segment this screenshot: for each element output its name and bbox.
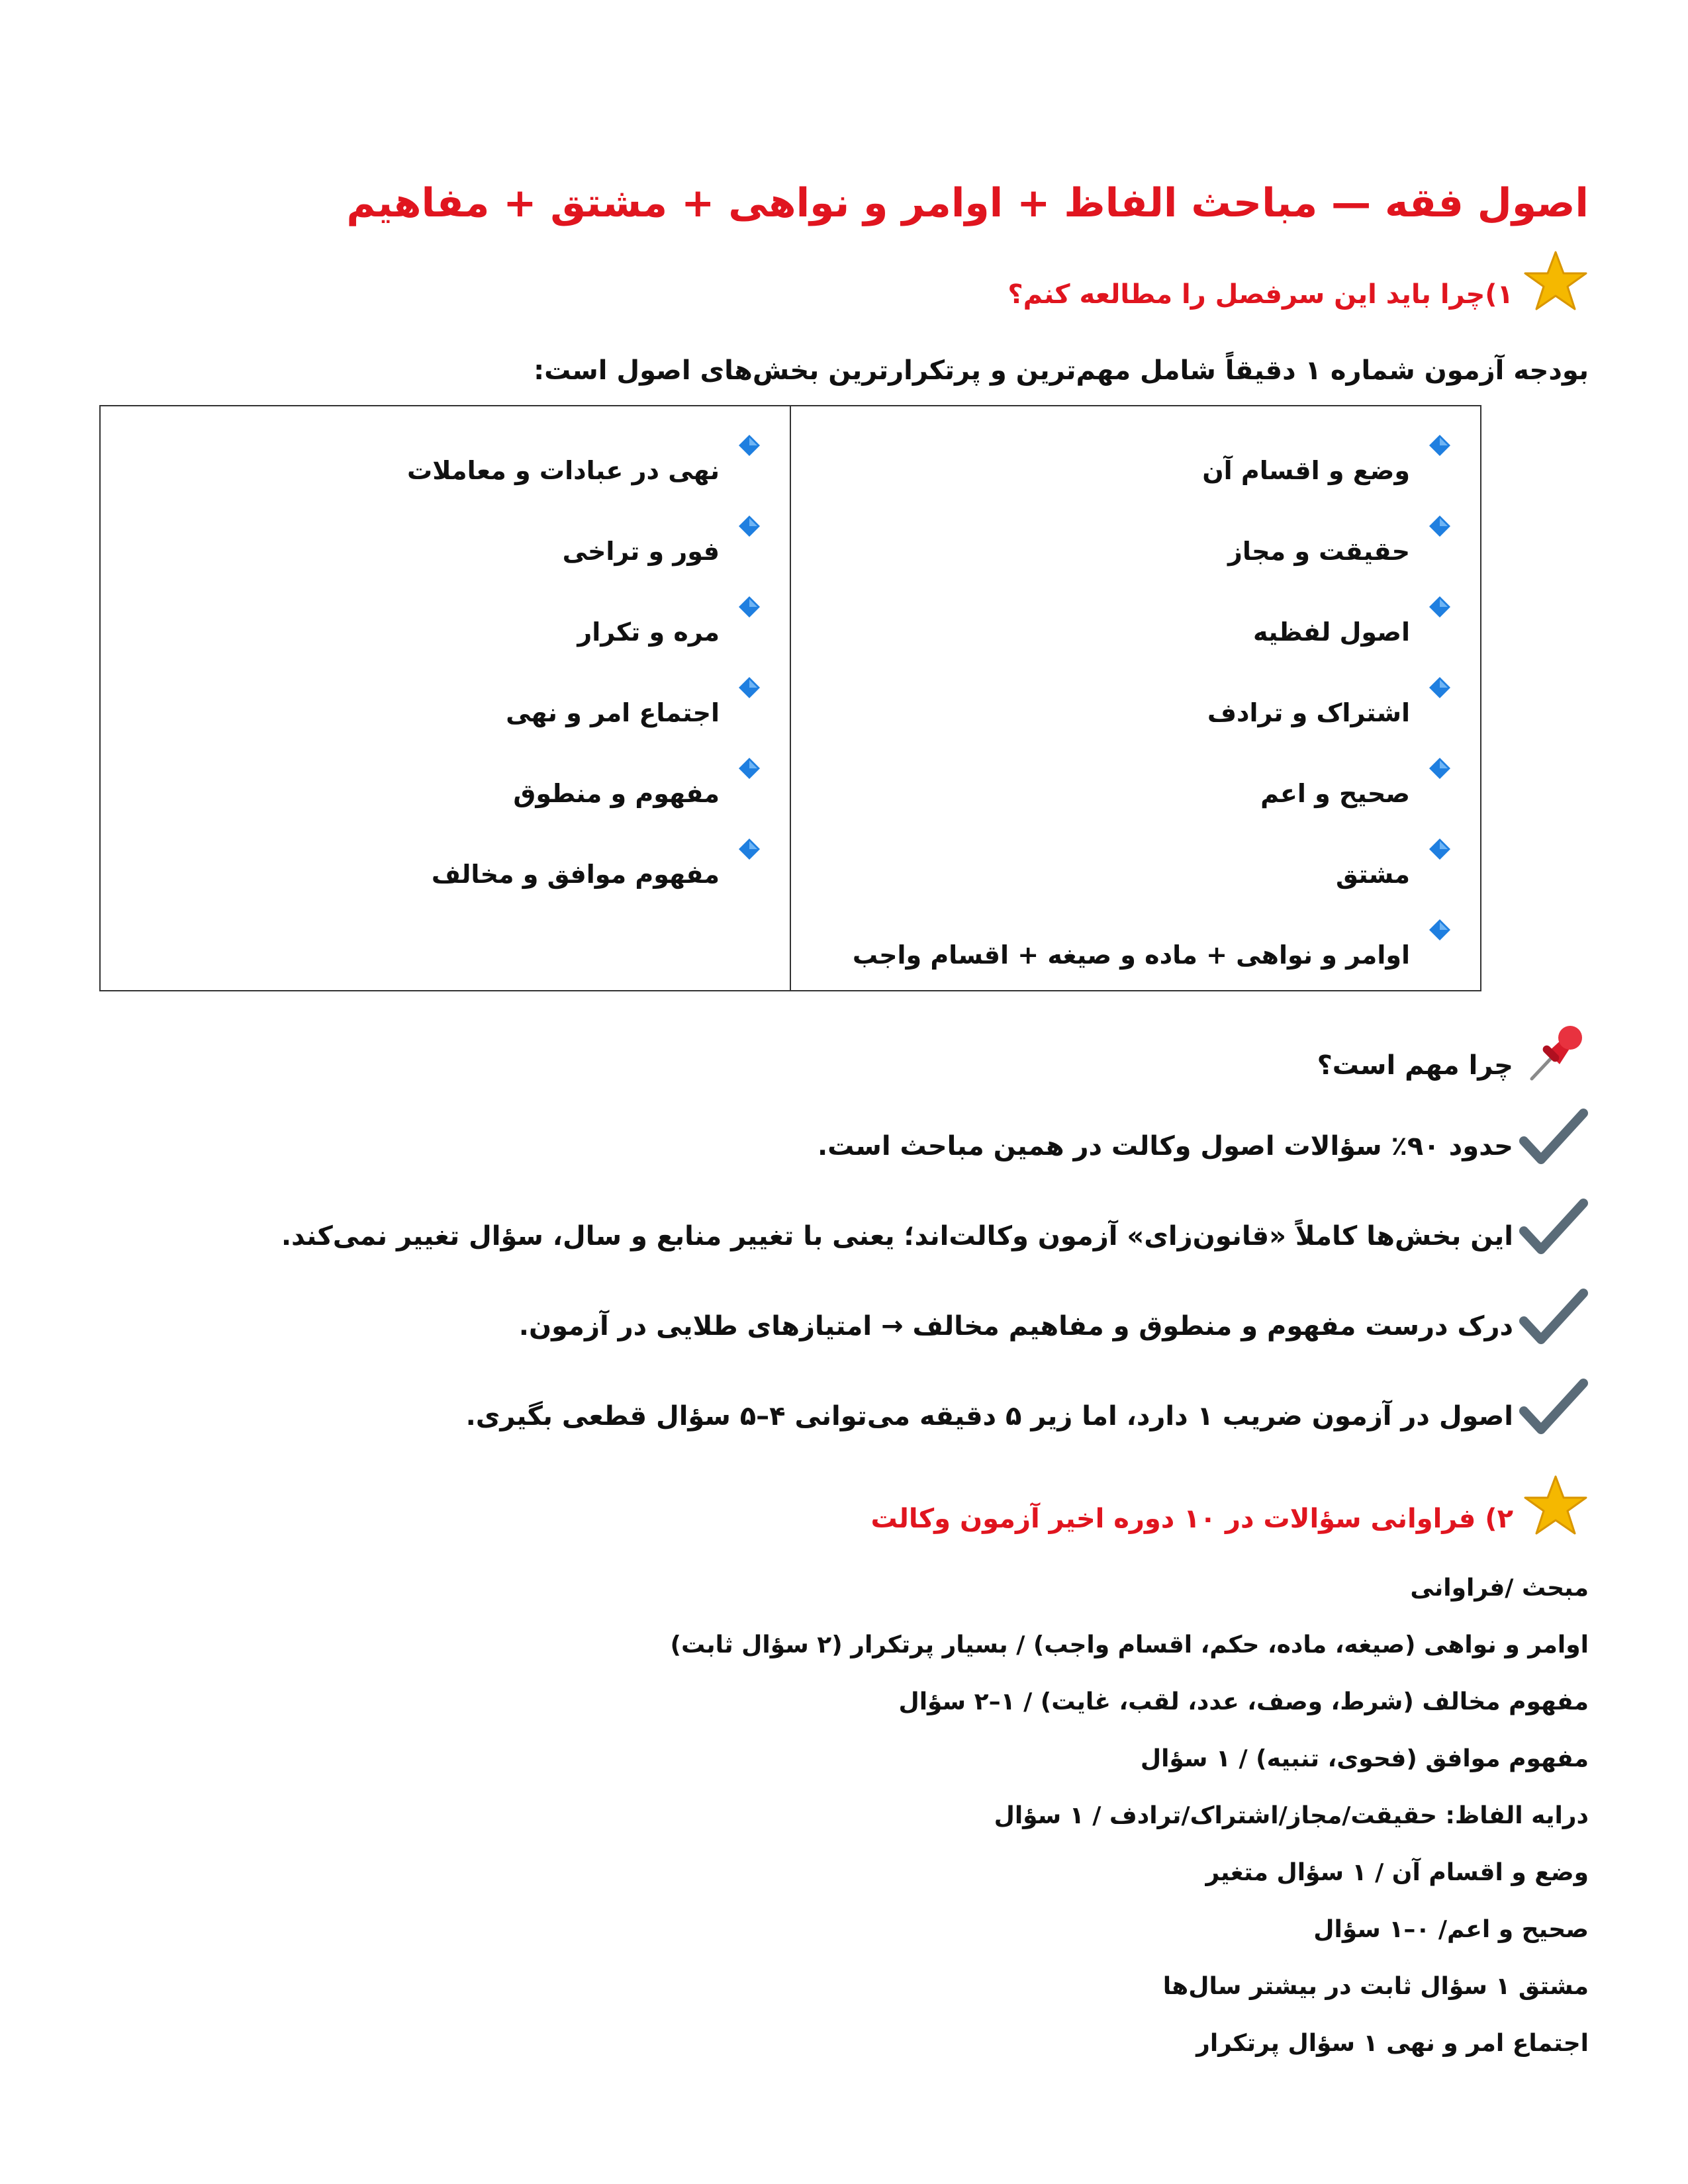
topics-column-right [790, 406, 1481, 991]
frequency-row: مفهوم مخالف (شرط، وصف، عدد، لقب، غایت) / ۱–۲ سؤال [898, 1688, 1589, 1715]
topic-item [140, 425, 761, 506]
blue-diamond-icon [738, 515, 761, 537]
topic-label: وضع و اقسام آن [1202, 456, 1410, 485]
blue-diamond-icon [1429, 919, 1451, 941]
why-heading [1317, 1019, 1589, 1085]
topic-label: مفهوم موافق و مخالف [431, 860, 720, 889]
section-2-heading [871, 1473, 1589, 1539]
blue-diamond-icon [738, 596, 761, 618]
frequency-row: وضع و اقسام آن / ۱ سؤال متغیر [1205, 1859, 1589, 1886]
frequency-row: مشتق ۱ سؤال ثابت در بیشتر سال‌ها [1162, 1973, 1589, 2000]
topic-label: مفهوم و منطوق [513, 779, 720, 808]
blue-diamond-icon [738, 676, 761, 699]
why-point-text: حدود ۹۰٪ سؤالات اصول وکالت در همین مباحث است. [817, 1131, 1513, 1161]
blue-diamond-icon [738, 434, 761, 457]
blue-diamond-icon [1429, 676, 1451, 699]
blue-diamond-icon [1429, 515, 1451, 537]
topic-item [140, 586, 761, 667]
why-point-text: درک درست مفهوم و منطوق و مفاهیم مخالف → امتیازهای طلایی در آزمون. [518, 1311, 1513, 1342]
star-icon [1523, 1473, 1589, 1539]
topic-item [831, 506, 1451, 586]
topic-item [140, 667, 761, 748]
topic-label: اجتماع امر و نهی [506, 698, 720, 727]
check-mark-icon [1519, 1197, 1589, 1256]
why-point [519, 1287, 1589, 1346]
topic-item [140, 748, 761, 829]
blue-diamond-icon [1429, 757, 1451, 780]
blue-diamond-icon [1429, 838, 1451, 860]
section-2-heading-text: ۲) فراوانی سؤالات در ۱۰ دوره اخیر آزمون وکالت [870, 1504, 1513, 1534]
check-mark-icon [1519, 1377, 1589, 1436]
topic-item [831, 829, 1451, 909]
topic-label: فور و تراخی [562, 537, 720, 566]
why-point [818, 1107, 1589, 1166]
check-mark-icon [1519, 1287, 1589, 1346]
topic-label: حقیقت و مجاز [1228, 537, 1410, 566]
topic-item [831, 667, 1451, 748]
frequency-table-header: مبحث /فراوانی [1410, 1574, 1589, 1602]
page-title: اصول فقه — مباحث الفاظ + اوامر و نواهی + مشتق + مفاهیم [346, 180, 1589, 226]
topic-item [831, 909, 1451, 990]
topic-item [831, 425, 1451, 506]
check-mark-icon [1519, 1107, 1589, 1166]
topic-item [140, 506, 761, 586]
blue-diamond-icon [1429, 596, 1451, 618]
topic-label: مره و تکرار [577, 617, 720, 647]
budget-intro: بودجه آزمون شماره ۱ دقیقاً شامل مهم‌ترین و پرتکرارترین بخش‌های اصول است: [534, 355, 1589, 386]
frequency-row: اوامر و نواهی (صیغه، ماده، حکم، اقسام واجب) / بسیار پرتکرار (۲ سؤال ثابت) [670, 1631, 1589, 1659]
topic-label: نهی در عبادات و معاملات [407, 456, 720, 485]
topic-label: صحیح و اعم [1260, 779, 1410, 808]
why-point-text: این بخش‌ها کاملاً «قانون‌زای» آزمون وکالت‌اند؛ یعنی با تغییر منابع و سال، سؤال تغییر نمی‌کند. [281, 1221, 1513, 1251]
topic-item [831, 586, 1451, 667]
blue-diamond-icon [1429, 434, 1451, 457]
topic-label: اوامر و نواهی + ماده و صیغه + اقسام واجب [852, 940, 1410, 970]
frequency-row: اجتماع امر و نهی ۱ سؤال پرتکرار [1196, 2030, 1589, 2057]
why-point [281, 1197, 1589, 1256]
topic-label: اصول لفظیه [1253, 617, 1410, 647]
topic-item [140, 829, 761, 909]
why-point [466, 1377, 1589, 1436]
blue-diamond-icon [738, 838, 761, 860]
section-1-heading-text: ۱)چرا باید این سرفصل را مطالعه کنم؟ [1008, 279, 1513, 310]
pushpin-icon [1523, 1019, 1589, 1085]
topic-label: مشتق [1336, 860, 1410, 889]
blue-diamond-icon [738, 757, 761, 780]
frequency-row: صحیح و اعم/ ۰–۱ سؤال [1313, 1916, 1589, 1943]
star-icon [1523, 248, 1589, 314]
frequency-row: مفهوم موافق (فحوی، تنبیه) / ۱ سؤال [1140, 1745, 1589, 1772]
frequency-row: درایه الفاظ: حقیقت/مجاز/اشتراک/ترادف / ۱ سؤال [994, 1802, 1589, 1829]
topics-table [99, 405, 1481, 991]
topics-column-left [100, 406, 790, 991]
section-1-heading [1008, 248, 1589, 314]
topic-label: اشتراک و ترادف [1207, 698, 1410, 727]
topic-item [831, 748, 1451, 829]
why-heading-text: چرا مهم است؟ [1317, 1050, 1513, 1081]
why-point-text: اصول در آزمون ضریب ۱ دارد، اما زیر ۵ دقیقه می‌توانی ۴–۵ سؤال قطعی بگیری. [465, 1401, 1513, 1432]
